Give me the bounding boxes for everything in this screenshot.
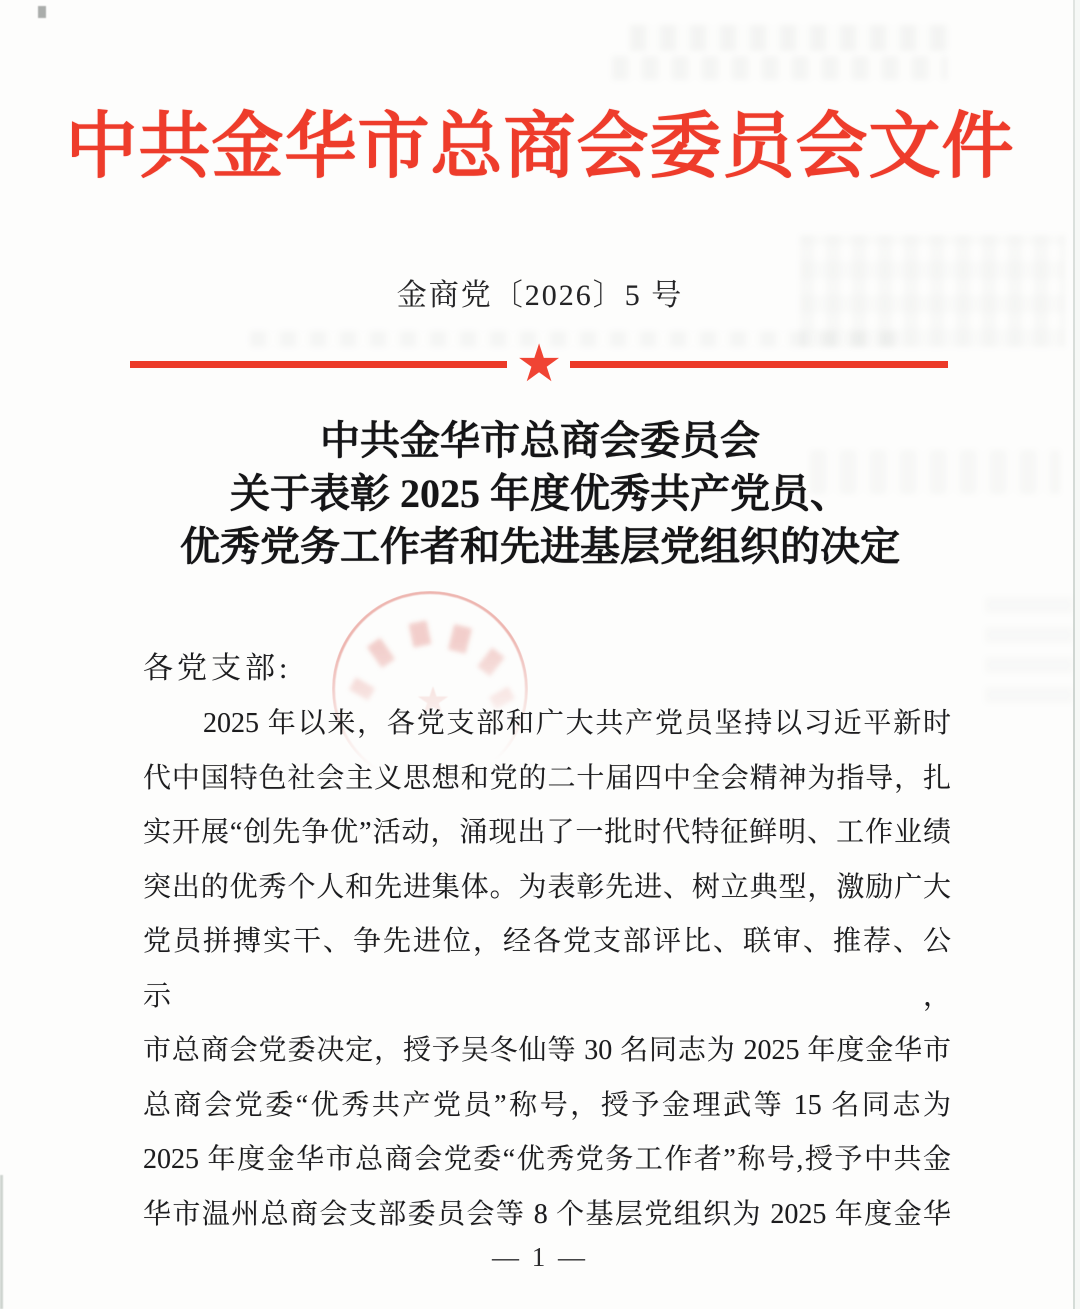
document-title-line: 优秀党务工作者和先进基层党组织的决定 xyxy=(180,524,900,569)
seal-mark xyxy=(367,638,395,668)
scan-edge-strip xyxy=(1075,0,1080,1309)
body-line: 2025 年度金华市总商会党委“优秀党务工作者”称号,授予中共金 xyxy=(143,1144,951,1175)
bleed-through-smudge xyxy=(985,585,1073,703)
scan-edge-line xyxy=(1073,0,1075,1309)
scan-speck xyxy=(38,6,46,18)
body-line: 实开展“创先争优”活动，涌现出了一批时代特征鲜明、工作业绩 xyxy=(143,817,951,848)
letterhead-title: 中共金华市总商会委员会文件 xyxy=(65,107,1015,187)
body-line: 代中国特色社会主义思想和党的二十届四中全会精神为指导，扎 xyxy=(143,762,951,794)
red-divider-rule xyxy=(130,334,948,394)
body-paragraph xyxy=(143,697,951,1242)
document-title-line: 中共金华市总商会委员会 xyxy=(320,418,760,463)
body-line: 市总商会党委决定，授予吴冬仙等 30 名同志为 2025 年度金华市 xyxy=(143,1035,951,1066)
body-line: 2025 年以来，各党支部和广大共产党员坚持以习近平新时 xyxy=(203,708,951,739)
body-line: 党员拼搏实干、争先进位，经各党支部评比、联审、推荐、公示， xyxy=(143,926,951,1012)
salutation: 各党支部: xyxy=(143,652,292,685)
document-title-line: 关于表彰 2025 年度优秀共产党员、 xyxy=(230,471,850,516)
bleed-through-smudge xyxy=(612,56,947,80)
star-icon: ★ xyxy=(515,334,563,394)
red-rule-right-segment xyxy=(570,361,948,368)
seal-mark xyxy=(477,648,504,677)
bleed-through-smudge xyxy=(630,25,950,51)
page-number: — 1 — xyxy=(492,1242,588,1272)
document-number: 金商党〔2026〕5 号 xyxy=(396,279,684,312)
red-rule-left-segment xyxy=(130,361,507,368)
document-title xyxy=(0,414,1080,573)
body-line: 总商会党委“优秀共产党员”称号，授予金理武等 15 名同志为 xyxy=(143,1089,951,1121)
seal-mark xyxy=(409,620,432,647)
body-line: 突出的优秀个人和先进集体。为表彰先进、树立典型，激励广大 xyxy=(143,871,951,903)
seal-mark xyxy=(448,624,472,654)
body-line: 华市温州总商会支部委员会等 8 个基层党组织为 2025 年度金华 xyxy=(143,1198,951,1230)
